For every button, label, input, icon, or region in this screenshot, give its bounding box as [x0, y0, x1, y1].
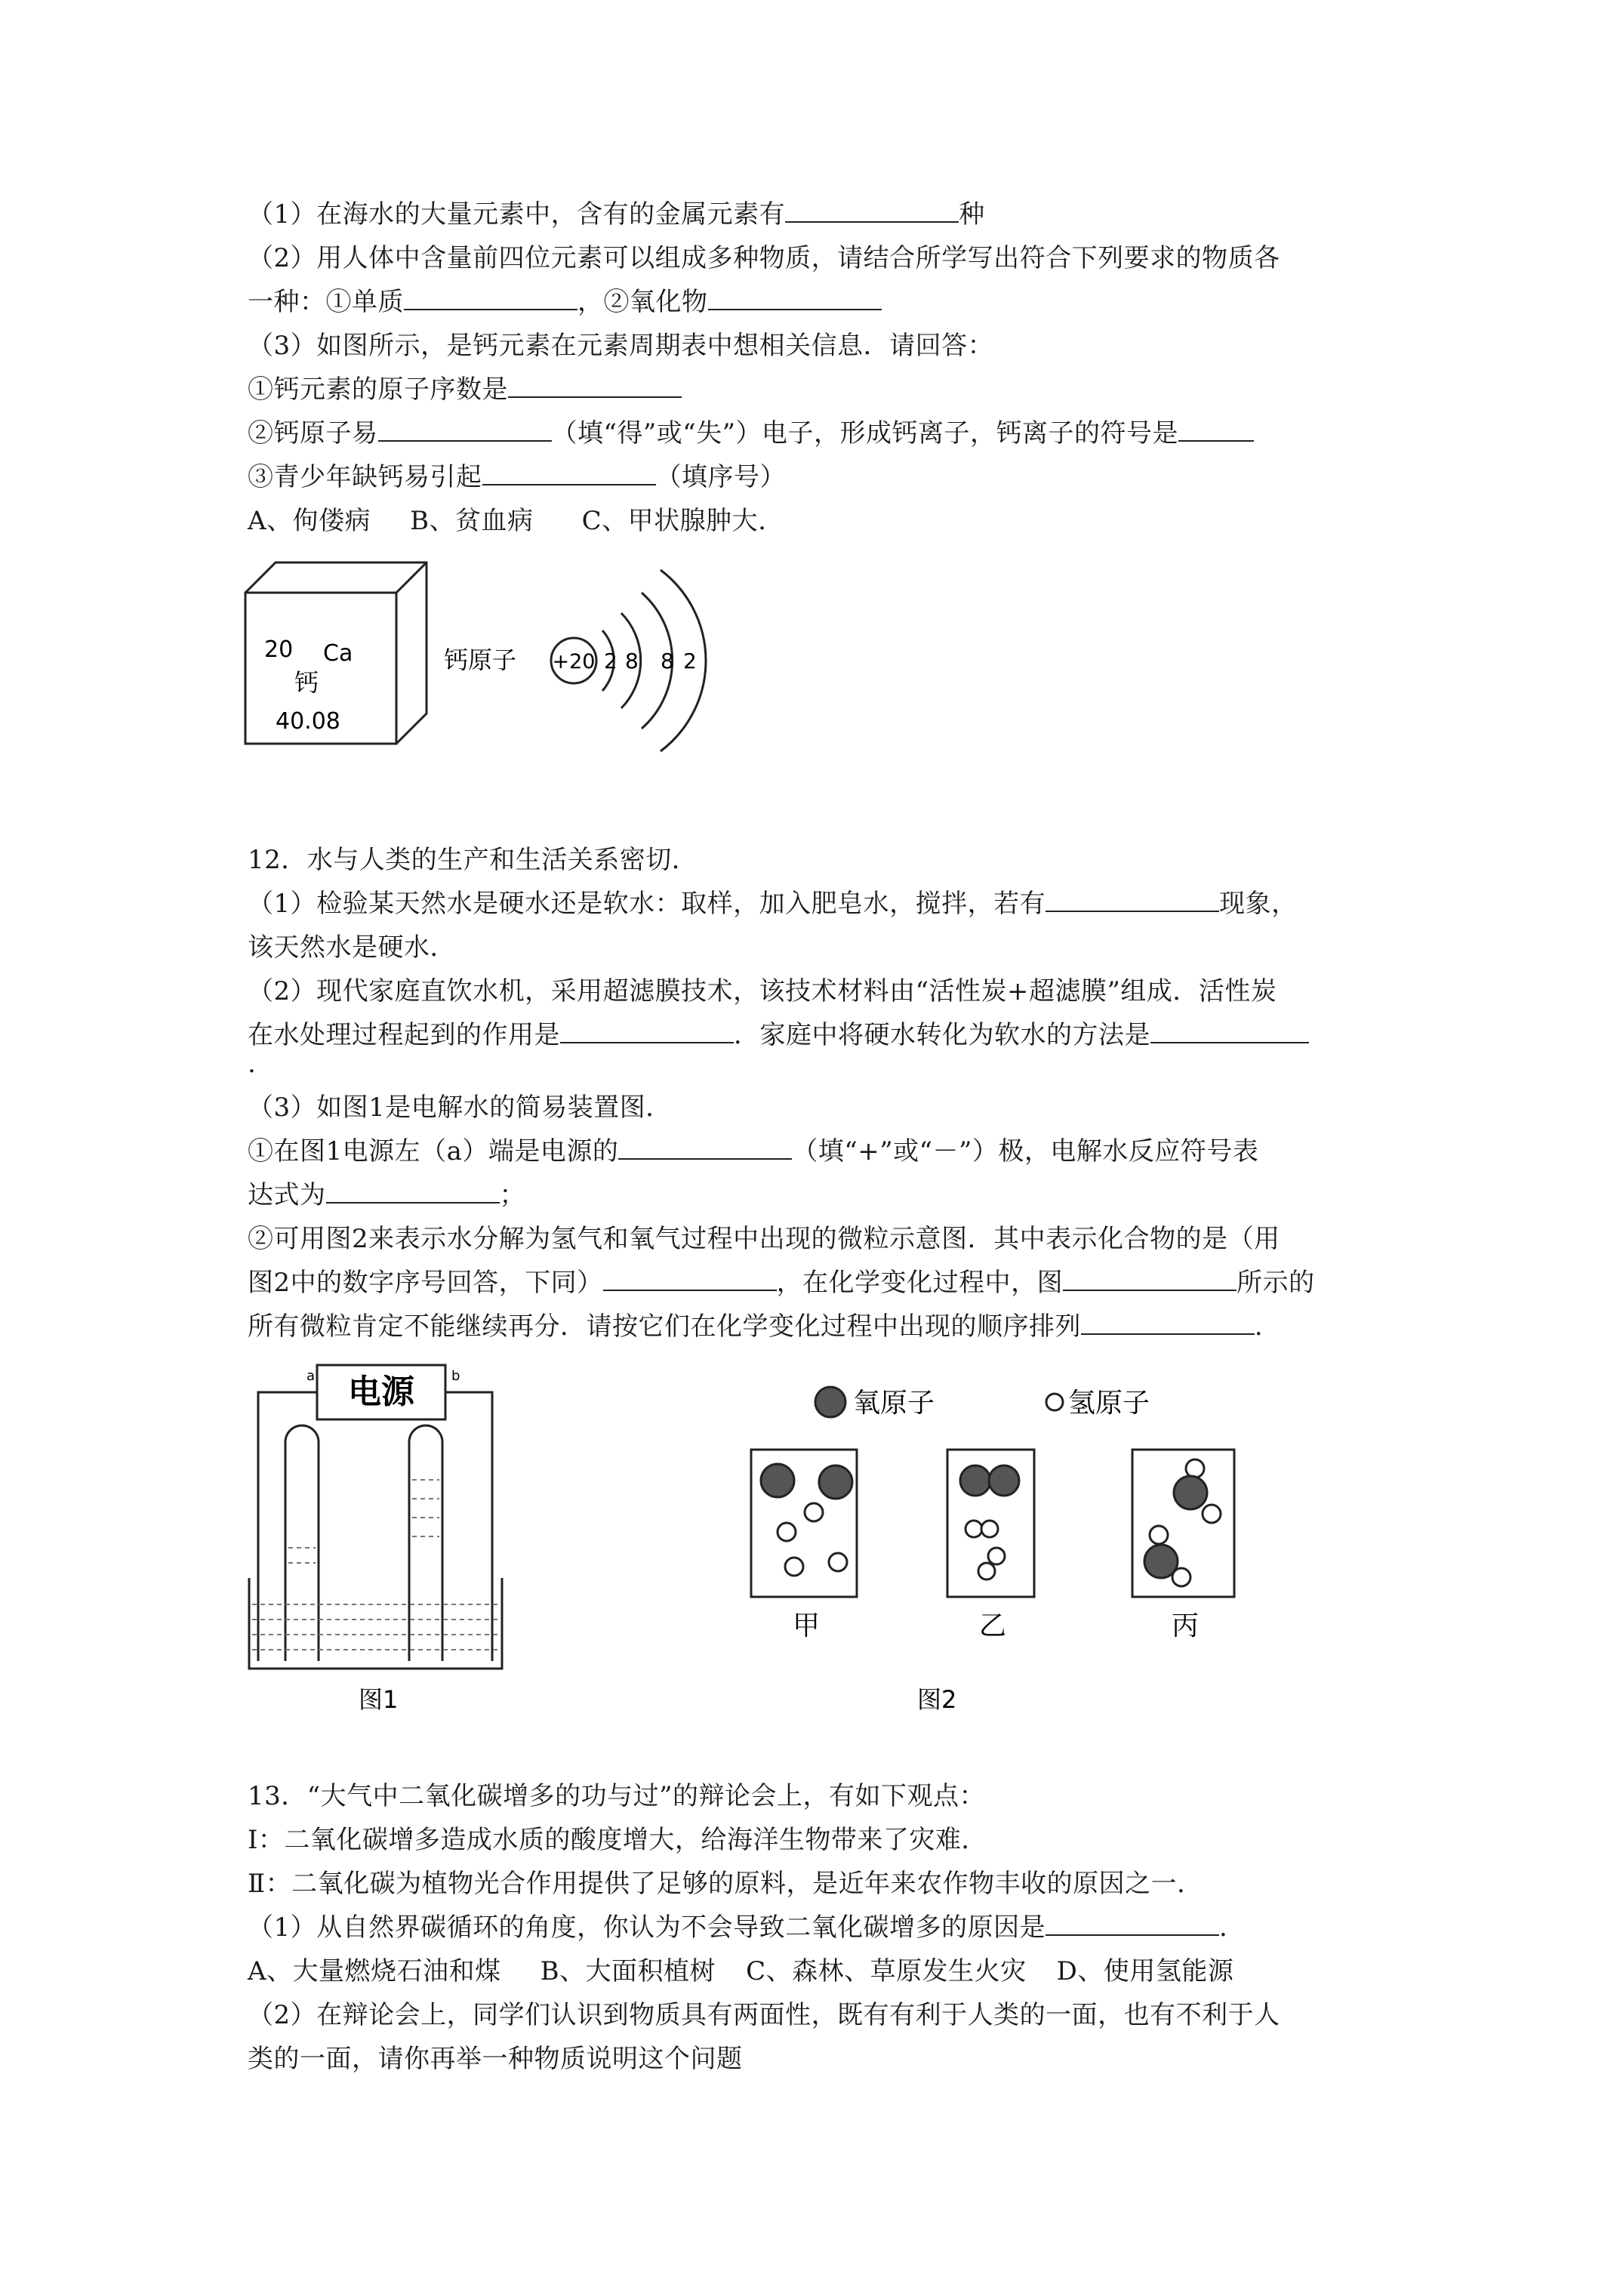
q11-sub2-text-b: （填“得”或“失”）电子，形成钙离子，钙离子的符号是 [551, 418, 1179, 448]
q11-part1 [248, 196, 985, 233]
q13-part2-line2: 类的一面，请你再举一种物质说明这个问题 [248, 2044, 743, 2074]
hydrogen-atom-legend-icon [1046, 1394, 1063, 1410]
shell-3-count: 8 [661, 649, 674, 673]
answer-blank[interactable] [708, 286, 882, 310]
hydrogen-legend-label: 氢原子 [1068, 1388, 1150, 1419]
answer-blank[interactable] [1063, 1267, 1236, 1291]
q12-sub2-line3 [248, 1308, 1281, 1345]
q13-part1-end: ． [1219, 1912, 1246, 1943]
option-a: A、大量燃烧石油和煤 [248, 1956, 501, 1986]
q13-part1 [248, 1909, 1246, 1946]
q11-part3-intro: （3）如图所示，是钙元素在元素周期表中想相关信息．请回答： [248, 331, 994, 361]
particles-yi [960, 1465, 1019, 1579]
q12-sub1-line1 [248, 1133, 1258, 1170]
q13-options [248, 1953, 1233, 1989]
calcium-figure [242, 559, 725, 763]
answer-blank[interactable] [404, 286, 577, 310]
q11-sub1-text: ①钙元素的原子序数是 [248, 374, 508, 405]
q11-sub2-text: ②钙原子易 [248, 418, 378, 448]
particles-jia [761, 1464, 852, 1576]
power-source-label: 电源 [348, 1373, 414, 1411]
q13-part1-text: （1）从自然界碳循环的角度，你认为不会导致二氧化碳增多的原因是 [248, 1912, 1046, 1943]
answer-blank[interactable] [482, 461, 656, 485]
q12-part1-text: （1）检验某天然水是硬水还是软水：取样，加入肥皂水，搅拌，若有 [248, 889, 1046, 919]
option-c: C、森林、草原发生火灾 [746, 1956, 1027, 1986]
q11-sub3 [248, 459, 786, 495]
option-b: B、贫血病 [410, 506, 534, 536]
q11-part1-unit: 种 [959, 199, 985, 230]
element-symbol: Ca [323, 640, 353, 667]
atomic-number: 20 [264, 636, 294, 663]
q13-view1: Ⅰ：二氧化碳增多造成水质的酸度增大，给海洋生物带来了灾难． [248, 1825, 987, 1855]
terminal-b-label: b [451, 1368, 460, 1384]
q12-part1-text-b: 现象， [1219, 889, 1298, 919]
q12-part2-line3: . [248, 1049, 257, 1079]
particles-bing [1144, 1459, 1221, 1586]
q11-options [248, 503, 766, 539]
q11-part2-line2 [248, 284, 882, 320]
q11-sub2 [248, 415, 1254, 451]
q12-sub2-text-b: ，在化学变化过程中，图 [776, 1268, 1064, 1298]
q11-part2-oxide-label: ，②氧化物 [577, 287, 708, 317]
q11-part2-line1: （2）用人体中含量前四位元素可以组成多种物质，请结合所学写出符合下列要求的物质各 [248, 243, 1280, 273]
oxygen-atom-legend-icon [815, 1387, 845, 1417]
label-jia: 甲 [792, 1610, 821, 1641]
shell-4-count: 2 [683, 649, 697, 673]
option-b: B、大面积植树 [540, 1956, 716, 1986]
q13-view2: Ⅱ：二氧化碳为植物光合作用提供了足够的原料，是近年来农作物丰收的原因之一． [248, 1869, 1203, 1899]
q12-part1-line1 [248, 886, 1298, 922]
q12-sub2-line1: ②可用图2来表示水分解为氢气和氧气过程中出现的微粒示意图．其中表示化合物的是（用 [248, 1224, 1280, 1254]
right-tube [409, 1425, 442, 1661]
water-trough [249, 1578, 502, 1669]
answer-blank[interactable] [560, 1019, 734, 1043]
q11-part2-element-label: 一种：①单质 [248, 287, 404, 317]
answer-blank[interactable] [1046, 1912, 1219, 1936]
answer-blank[interactable] [326, 1179, 500, 1203]
q12-part3-intro: （3）如图1是电解水的简易装置图． [248, 1093, 672, 1123]
answer-blank[interactable] [603, 1267, 777, 1291]
answer-blank[interactable] [1178, 418, 1254, 442]
terminal-a-label: a [306, 1368, 316, 1384]
figure-1-caption: 图1 [359, 1685, 399, 1714]
oxygen-legend-label: 氧原子 [853, 1388, 935, 1419]
option-d: D、使用氢能源 [1056, 1956, 1234, 1986]
q11-sub3-text: ③青少年缺钙易引起 [248, 462, 482, 492]
shell-1-count: 2 [604, 649, 617, 673]
answer-blank[interactable] [785, 199, 959, 223]
q12-part2-line2 [248, 1017, 1309, 1053]
electrolysis-figure [242, 1359, 513, 1714]
nucleus-charge: +20 [552, 650, 596, 673]
q12-part2-text-b: ．家庭中将硬水转化为软水的方法是 [734, 1020, 1150, 1050]
label-yi: 乙 [978, 1610, 1007, 1641]
q12-sub1-text-c: 达式为 [248, 1180, 326, 1210]
answer-blank[interactable] [508, 374, 682, 398]
answer-blank[interactable] [618, 1136, 792, 1160]
q12-part2-line1: （2）现代家庭直饮水机，采用超滤膜技术，该技术材料由“活性炭+超滤膜”组成．活性炭 [248, 976, 1277, 1006]
q12-sub1-text-b: （填“+”或“－”）极，电解水反应符号表 [792, 1136, 1259, 1166]
q12-sub2-line2 [248, 1265, 1315, 1301]
atomic-mass: 40.08 [276, 708, 340, 735]
particle-figure [747, 1370, 1276, 1718]
answer-blank[interactable] [1081, 1311, 1255, 1335]
atom-label: 钙原子 [444, 646, 517, 674]
q12-sub2-text-e: ． [1255, 1311, 1281, 1342]
q12-sub2-text: 图2中的数字序号回答，下同） [248, 1268, 603, 1298]
option-a: A、佝偻病 [248, 506, 371, 536]
q12-sub1-text: ①在图1电源左（a）端是电源的 [248, 1136, 619, 1166]
q12-sub2-text-c: 所示的 [1236, 1268, 1315, 1298]
q11-part1-text: （1）在海水的大量元素中，含有的金属元素有 [248, 199, 786, 230]
shell-2-count: 8 [625, 649, 639, 673]
figure-2-caption: 图2 [917, 1685, 957, 1714]
q12-sub1-text-d: ； [499, 1180, 525, 1210]
q13-part2-line1: （2）在辩论会上，同学们认识到物质具有两面性，既有有利于人类的一面，也有不利于人 [248, 2000, 1280, 2030]
q12-part1-line2: 该天然水是硬水． [248, 932, 456, 963]
answer-blank[interactable] [1046, 888, 1219, 912]
option-c: C、甲状腺肿大. [581, 506, 767, 536]
q11-sub1 [248, 371, 682, 408]
answer-blank[interactable] [378, 418, 552, 442]
element-name: 钙 [294, 668, 319, 697]
left-tube [285, 1425, 319, 1661]
q12-part2-text: 在水处理过程起到的作用是 [248, 1020, 560, 1050]
q13-stem: 13．“大气中二氧化碳增多的功与过”的辩论会上，有如下观点： [248, 1781, 986, 1811]
label-bing: 丙 [1171, 1610, 1200, 1641]
q12-sub1-line2 [248, 1177, 525, 1213]
right-wire [445, 1392, 492, 1661]
q12-sub2-text-d: 所有微粒肯定不能继续再分．请按它们在化学变化过程中出现的顺序排列 [248, 1311, 1081, 1342]
q11-sub3-hint: （填序号） [655, 462, 786, 492]
water-level-lines [252, 1480, 499, 1650]
answer-blank[interactable] [1150, 1019, 1309, 1043]
q12-stem: 12．水与人类的生产和生活关系密切． [248, 845, 698, 875]
